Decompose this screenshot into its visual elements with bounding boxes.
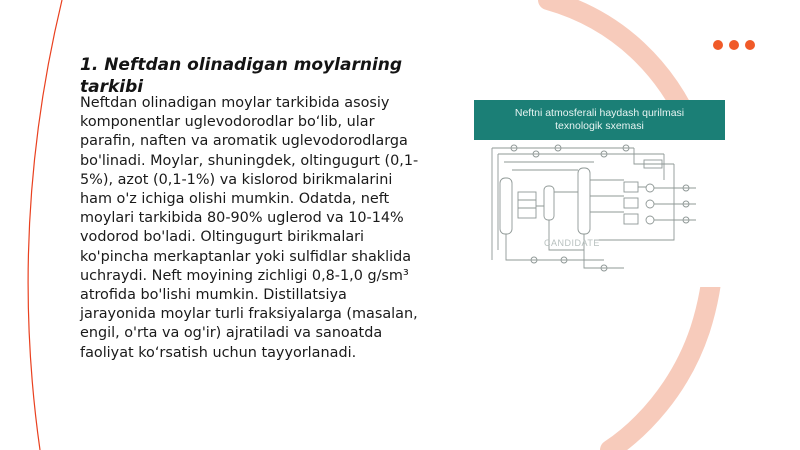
- three-dots-icon: [713, 40, 757, 50]
- dot: [729, 40, 739, 50]
- figure-title-line-2: texnologik sxemasi: [555, 120, 644, 132]
- slide-body-text: Neftdan olinadigan moylar tarkibida asosiy komponentlar uglevodorodlar bo‘lib, ular parafin, naften va aromatik uglevodorodlarga bo'linadi. Moylar, shuningdek, oltingugurt (0,1-5%), azot (0,1-1%) va kislorod birikmalarini ham o'z ichiga olishi mumkin. Odatda, neft moylari tarkibida 80-90% uglerod va 10-14% vodorod bo'ladi. Oltingugurt birikmalari ko'pincha merkaptanlar yoki sulfidlar shaklida uchraydi. Neft moyining zichligi 0,8-1,0 g/sm³ atrofida bo'lishi mumkin. Distillatsiya jarayonida moylar turli fraksiyalarga (masalan, engil, o'rta va og'ir) ajratiladi va sanoatda faoliyat ko‘rsatish uchun tayyorlanadi.: [80, 95, 419, 361]
- process-scheme-image: [474, 100, 725, 287]
- figure-header: [474, 100, 725, 140]
- process-flow-diagram: [474, 140, 725, 287]
- dot: [713, 40, 723, 50]
- slide-title: 1. Neftdan olinadigan moylarning tarkibi: [80, 55, 403, 97]
- figure-title-line-1: Neftni atmosferali haydash qurilmasi: [514, 107, 685, 119]
- figure-caption: CANDIDATE: [544, 238, 600, 248]
- left-arc: [28, 0, 62, 450]
- dot: [745, 40, 755, 50]
